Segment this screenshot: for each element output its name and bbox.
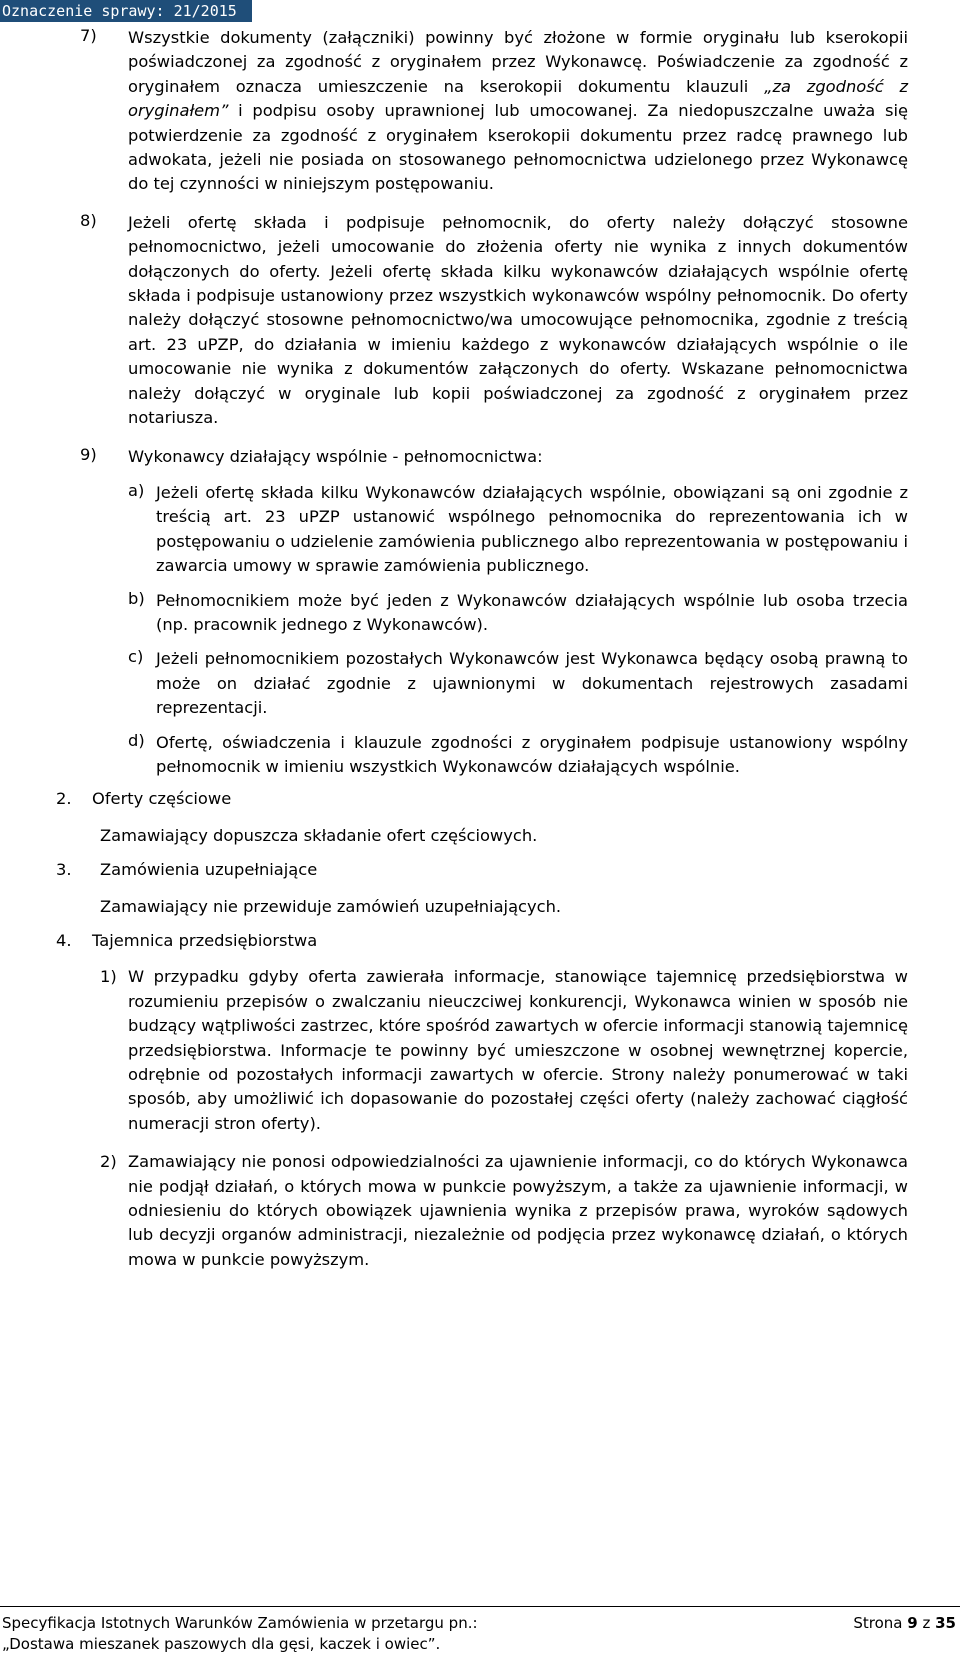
item-text: Wszystkie dokumenty (załączniki) powinny być złożone w formie oryginału lub kserokopii poświadczonej za zgodność z oryginałem przez Wykonawcę. Poświadczenie za zgodność z oryginałem oznacza umieszczenie na kserokopii dokumentu klauzuli „za zgodność z oryginałem” i podpisu osoby uprawnionej lub umocowanej. Za niedopuszczalne uważa się potwierdzenie za zgodność z oryginałem kserokopii dokumentu przez radcę prawnego lub adwokata, jeżeli nie posiada on stosowanego pełnomocnictwa udzielonego przez Wykonawcę do tej czynności w niniejszym postępowaniu. — [128, 28, 908, 194]
sub-item-letter: d) — [128, 730, 145, 750]
item-number: 7) — [80, 26, 97, 45]
sub-item-text: Jeżeli pełnomocnikiem pozostałych Wykonawców jest Wykonawca będący osobą prawną to może on działać zgodnie z ujawnionymi w dokumentach rejestrowych zasadami reprezentacji. — [156, 649, 908, 718]
item-text: Wykonawcy działający wspólnie - pełnomocnictwa: — [128, 446, 543, 466]
sub-item-a — [0, 481, 960, 579]
list-item-7 — [0, 26, 960, 197]
item-number: 8) — [80, 210, 97, 230]
document-body — [0, 26, 960, 1272]
item-number: 1) — [100, 967, 117, 987]
sub-item-b — [0, 589, 960, 638]
section-2 — [0, 787, 960, 848]
sub-item-text: Pełnomocnikiem może być jeden z Wykonawców działających wspólnie lub osoba trzecia (np. pracownik jednego z Wykonawców). — [156, 590, 908, 634]
list-item-8 — [0, 211, 960, 431]
section-number: 2. — [56, 789, 72, 809]
sub-item-text: Ofertę, oświadczenia i klauzule zgodności z oryginałem podpisuje ustanowiony wspólny pełnomocnik w imieniu wszystkich Wykonawców działających wspólnie. — [156, 732, 908, 776]
section-3 — [0, 858, 960, 919]
section-body: Zamawiający dopuszcza składanie ofert częściowych. — [100, 825, 538, 845]
page-footer — [0, 1606, 960, 1653]
sub-item-text: Jeżeli ofertę składa kilku Wykonawców działających wspólnie, obowiązani są oni zgodnie z treścią art. 23 uPZP ustanowić wspólnego pełnomocnika do reprezentowania ich w postępowaniu o udzielenie zamówienia publicznego albo reprezentowania w postępowaniu i zawarcia umowy w sprawie zamówienia publicznego. — [156, 482, 908, 576]
sub-item-c — [0, 647, 960, 720]
case-number-header: Oznaczenie sprawy: 21/2015 — [0, 0, 252, 22]
page-current: 9 — [907, 1614, 918, 1632]
page-total: 35 — [935, 1614, 956, 1632]
sub-item-d — [0, 731, 960, 780]
section-title: Oferty częściowe — [92, 789, 232, 809]
item-number: 9) — [80, 444, 97, 464]
footer-line-2: „Dostawa mieszanek paszowych dla gęsi, kaczek i owiec”. — [2, 1635, 441, 1653]
item-number: 2) — [100, 1152, 117, 1172]
list-item-9 — [0, 445, 960, 780]
section-number: 4. — [56, 931, 72, 950]
item-text: Zamawiający nie ponosi odpowiedzialności za ujawnienie informacji, co do których Wykonawca nie podjął działań, o których mowa w punkcie powyższym, a także za ujawnienie informacji, w odniesieniu do których obowiązek ujawnienia wynika z przepisów prawa, wyroków sądowych lub decyzji organów administracji, niezależnie od podjęcia przez wykonawcę działań, o których mowa w punkcie powyższym. — [128, 1152, 908, 1269]
sub-item-letter: a) — [128, 480, 145, 500]
page-number — [853, 1613, 956, 1634]
section-title: Zamówienia uzupełniające — [100, 860, 318, 880]
section-title: Tajemnica przedsiębiorstwa — [92, 931, 318, 950]
footer-title — [2, 1613, 478, 1655]
section-4 — [0, 929, 960, 1272]
page-of: z — [922, 1614, 931, 1632]
sub-item-letter: c) — [128, 647, 144, 667]
footer-line-1: Specyfikacja Istotnych Warunków Zamówienia w przetargu pn.: — [2, 1614, 478, 1632]
section-body: Zamawiający nie przewiduje zamówień uzupełniających. — [100, 896, 562, 916]
section-4-item-2 — [0, 1150, 960, 1272]
item-text: W przypadku gdyby oferta zawierała informacje, stanowiące tajemnicę przedsiębiorstwa w rozumieniu przepisów o zwalczaniu nieuczciwej konkurencji, Wykonawca winien w sposób nie budzący wątpliwości zastrzec, które spośród zawartych w ofercie informacji stanowią tajemnicę przedsiębiorstwa. Informacje te powinny być umieszczone w osobnej wewnętrznej kopercie, odrębnie od pozostałych informacji zawartych w ofercie. Strony należy ponumerować w taki sposób, aby umożliwić ich dopasowanie do pozostałej części oferty (należy zachować ciągłość numeracji stron oferty). — [128, 967, 908, 1133]
clause-italic: „za zgodność z oryginałem” — [128, 76, 908, 121]
page-label: Strona — [853, 1614, 903, 1632]
sub-item-letter: b) — [128, 588, 145, 608]
item-text: Jeżeli ofertę składa i podpisuje pełnomocnik, do oferty należy dołączyć stosowne pełnomocnictwo, jeżeli umocowanie do złożenia oferty nie wynika z innych dokumentów dołączonych do oferty. Jeżeli ofertę składa kilku wykonawców działających wspólnie ofertę składa i podpisuje ustanowiony przez wszystkich wykonawców wspólny pełnomocnik. Do oferty należy dołączyć stosowne pełnomocnictwo/wa umocowujące pełnomocnika, zgodnie z treścią art. 23 uPZP, do działania w imieniu każdego z wykonawców działających wspólnie o ile umocowanie nie wynika z dokumentów załączonych do oferty. Wskazane pełnomocnictwa należy dołączyć w oryginale lub kopii poświadczonej za zgodność z oryginałem przez notariusza. — [128, 212, 908, 428]
section-4-item-1 — [0, 965, 960, 1136]
section-number: 3. — [56, 860, 72, 880]
